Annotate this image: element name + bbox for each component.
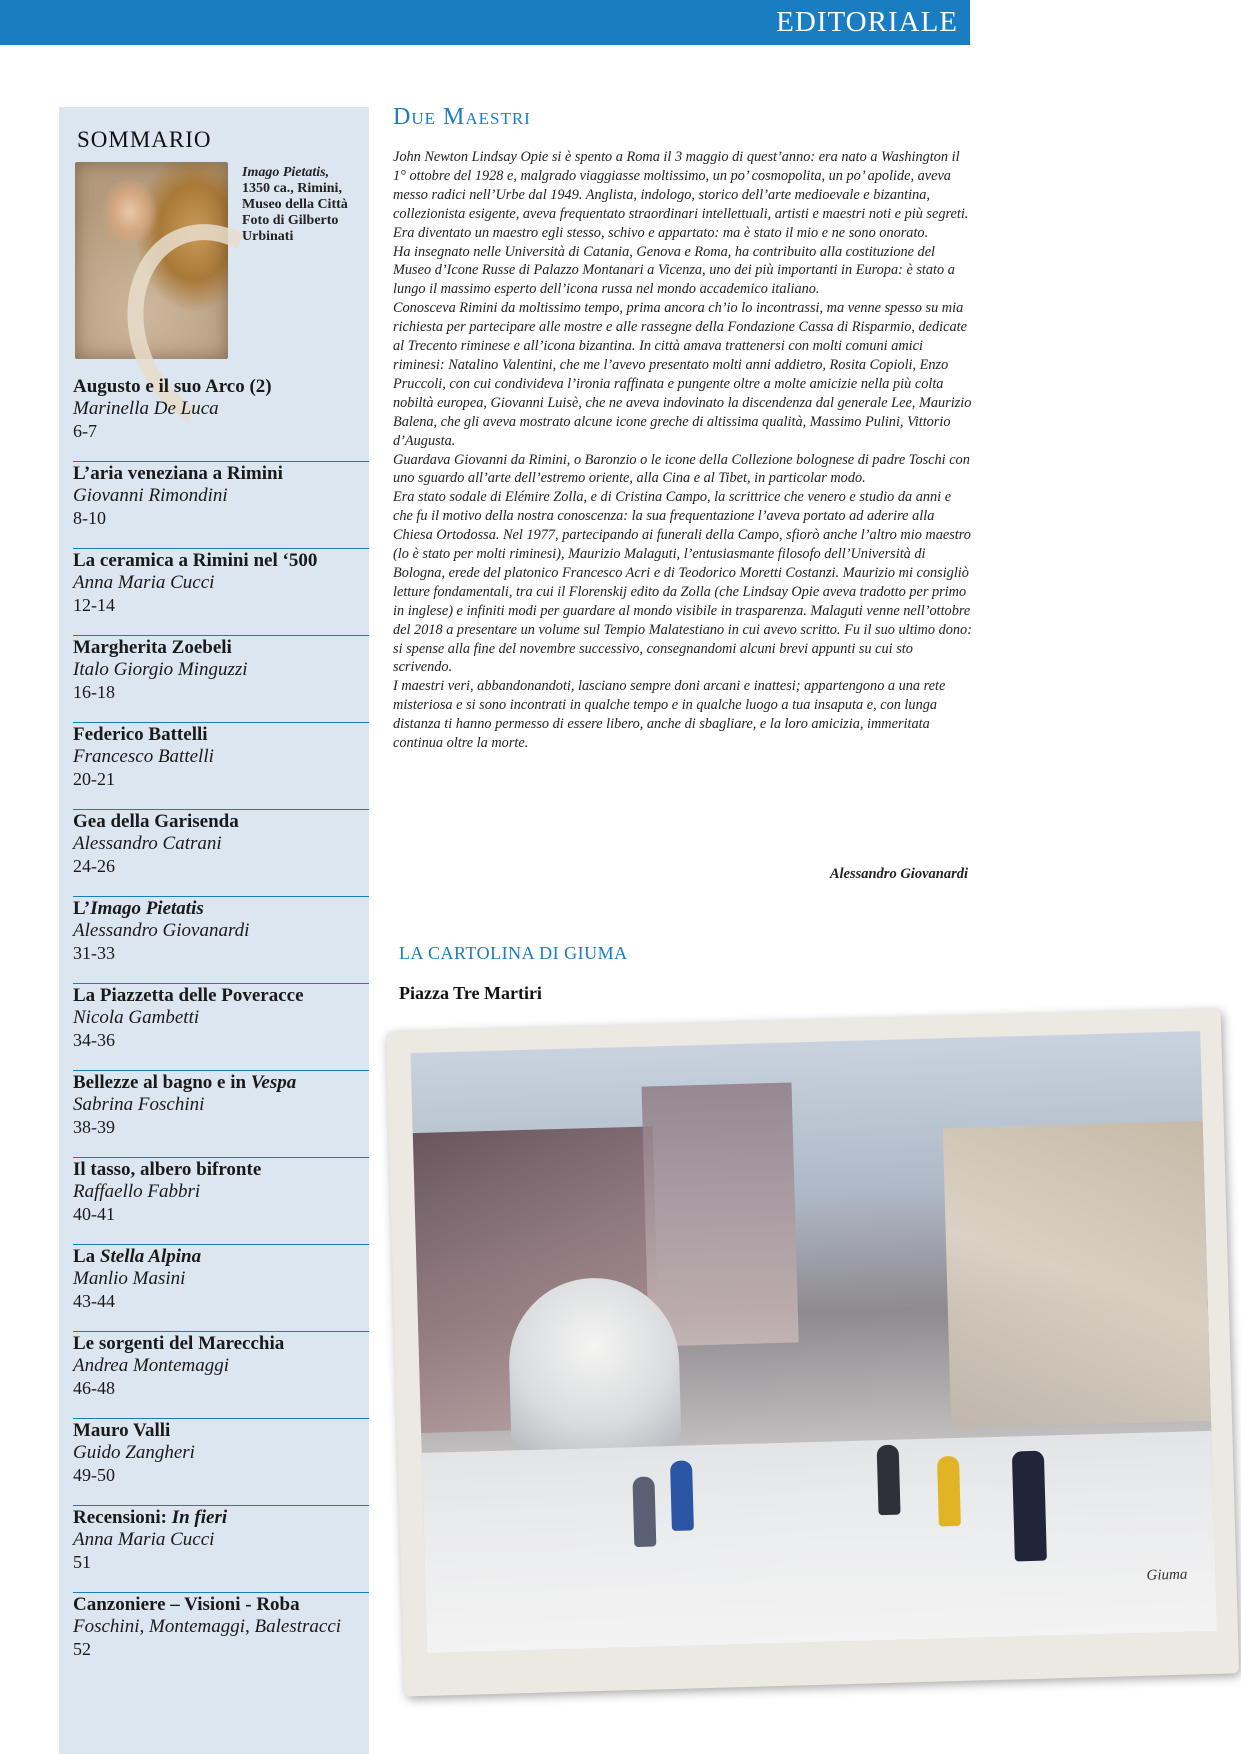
toc-entry[interactable]: [73, 1506, 369, 1593]
toc-title-italic: Vespa: [250, 1072, 297, 1093]
toc-entry[interactable]: [73, 1245, 369, 1332]
toc-author: Marinella De Luca: [73, 398, 219, 419]
toc-title-plain: Bellezze al bagno e in: [73, 1072, 251, 1093]
toc-author: Raffaello Fabbri: [73, 1181, 201, 1202]
toc-title-italic: Stella Alpina: [99, 1246, 202, 1267]
toc-entry[interactable]: [73, 375, 369, 462]
toc-entry[interactable]: [73, 984, 369, 1071]
toc-title: L’aria veneziana a Rimini: [73, 463, 283, 484]
toc-entry[interactable]: [73, 1593, 369, 1713]
toc-author: Francesco Battelli: [73, 746, 214, 767]
toc-title: [73, 1071, 369, 1094]
toc-pages: 6-7: [73, 421, 97, 441]
caption-line-1: Imago Pietatis,: [242, 165, 330, 180]
toc-title: [73, 1506, 369, 1529]
toc-author: Nicola Gambetti: [73, 1007, 200, 1028]
article-paragraph: I maestri veri, abbandonandoti, lasciano sempre doni arcani e inattesi; appartengono a una rete misteriosa e si sono incontrati in qualche tempo e in qualche luogo a tua insaputa e, con lunga distanza ti hanno permesso di essere libero, anche di sbagliare, e la loro amicizia, immeritata continua oltre la morte.: [393, 678, 946, 752]
toc-entry[interactable]: [73, 810, 369, 897]
toc-entry[interactable]: [73, 636, 369, 723]
toc-title: Gea della Garisenda: [73, 811, 239, 832]
toc-title: Augusto e il suo Arco (2): [73, 376, 272, 397]
toc-pages: 8-10: [73, 508, 106, 528]
toc-pages: 20-21: [73, 769, 115, 789]
table-of-contents: [73, 375, 369, 1713]
sommario-title: SOMMARIO: [77, 127, 212, 152]
toc-entry[interactable]: [73, 462, 369, 549]
toc-entry[interactable]: [73, 1158, 369, 1245]
article-paragraph: John Newton Lindsay Opie si è spento a Roma il 3 maggio di quest’anno: era nato a Washington il 1° ottobre del 1928 e, malgrado viaggiasse moltissimo, un po’ cosmopolita, un po’ apolide, aveva messo radici nell’Urbe dal 1949. Anglista, indologo, storico dell’arte medioevale e bizantina, collezionista esigente, aveva frequentato straordinari intellettuali, artisti e maestri noti e più segreti. Era diventato un maestro egli stesso, schivo e appartato: ma è stato il mio e ne sono onorato.: [393, 149, 969, 241]
postcard-image: [386, 1008, 1239, 1696]
toc-pages: 38-39: [73, 1117, 115, 1137]
article-body: [393, 148, 973, 753]
toc-author: Andrea Montemaggi: [73, 1355, 230, 1376]
toc-title-italic: Imago Pietatis: [90, 898, 204, 919]
toc-pages: 16-18: [73, 682, 115, 702]
toc-title: La Piazzetta delle Poveracce: [73, 985, 304, 1006]
toc-author: Anna Maria Cucci: [73, 572, 215, 593]
toc-title: Le sorgenti del Marecchia: [73, 1333, 285, 1354]
toc-pages: 49-50: [73, 1465, 115, 1485]
toc-pages: 52: [73, 1639, 91, 1659]
toc-title: Mauro Valli: [73, 1420, 171, 1441]
toc-entry[interactable]: [73, 1071, 369, 1158]
toc-author: Alessandro Catrani: [73, 833, 222, 854]
toc-entry[interactable]: [73, 897, 369, 984]
section-label: EDITORIALE: [776, 6, 958, 38]
article-paragraph: Era stato sodale di Elémire Zolla, e di Cristina Campo, la scrittrice che venero e studio da anni e che fu il motivo della nostra conoscenza: la sua frequentazione l’aveva portato ad aderire alla Chiesa Ortodossa. Nel 1977, partecipando ai funerali della Campo, sfiorò anche l’altro mio maestro (lo è stato per molti riminesi), Maurizio Malaguti, l’entusiasmante filosofo dell’Università di Bologna, erede del platonico Francesco Acri e di Teodorico Moretti Costanzi. Maurizio mi consigliò letture fondamentali, tra cui il Florenskij edito da Zolla (che Lindsay Opie aveva tradotto per primo in inglese) e infiniti modi per guardare al mondo visibile in trasparenza. Malaguti venne nell’ottobre del 2018 a presentare un volume sul Tempio Malatestiano in cui avevo scritto. Fu il suo ultimo dono: si spense alla fine del novembre successivo, consegnandomi alcuni brevi appunti su cui sto scrivendo.: [393, 489, 972, 676]
toc-title: Federico Battelli: [73, 724, 208, 745]
painting-signature: Giuma: [1146, 1566, 1188, 1584]
toc-author: Manlio Masini: [73, 1268, 186, 1289]
sommario-sidebar: [59, 107, 369, 1754]
toc-entry[interactable]: [73, 1419, 369, 1506]
toc-pages: 46-48: [73, 1378, 115, 1398]
toc-entry[interactable]: [73, 1332, 369, 1419]
toc-author: Alessandro Giovanardi: [73, 920, 250, 941]
toc-author: Italo Giorgio Minguzzi: [73, 659, 248, 680]
article-paragraph: Ha insegnato nelle Università di Catania, Genova e Roma, ha contribuito alla costituzione del Museo d’Icone Russe di Palazzo Montanari a Vicenza, uno dei più importanti in Europa: è stato a lungo il massimo esperto dell’icona russa nel mondo accademico italiano.: [393, 243, 955, 298]
angel-relief-photo: [75, 162, 228, 359]
toc-pages: 12-14: [73, 595, 115, 615]
toc-title-italic: In fieri: [171, 1507, 228, 1528]
toc-title: Margherita Zoebeli: [73, 637, 232, 658]
watercolor-piazza-painting: [410, 1031, 1216, 1653]
toc-author: Anna Maria Cucci: [73, 1529, 215, 1550]
toc-title: Il tasso, albero bifronte: [73, 1159, 262, 1180]
toc-title-plain: La: [73, 1246, 100, 1267]
toc-title: [73, 1245, 369, 1268]
article-title: Due Maestri: [393, 104, 531, 130]
toc-pages: 43-44: [73, 1291, 115, 1311]
toc-pages: 24-26: [73, 856, 115, 876]
cartolina-subtitle: Piazza Tre Martiri: [399, 983, 542, 1003]
toc-pages: 31-33: [73, 943, 115, 963]
toc-pages: 34-36: [73, 1030, 115, 1050]
photo-caption: [242, 165, 367, 245]
toc-author: Foschini, Montemaggi, Balestracci: [73, 1616, 342, 1637]
toc-author: Giovanni Rimondini: [73, 485, 228, 506]
toc-entry[interactable]: [73, 549, 369, 636]
section-banner: [0, 0, 970, 45]
toc-pages: 40-41: [73, 1204, 115, 1224]
toc-title-plain: L’: [73, 898, 91, 919]
toc-author: Sabrina Foschini: [73, 1094, 205, 1115]
article-paragraph: Conosceva Rimini da moltissimo tempo, prima ancora ch’io lo incontrassi, ma venne spesso su mia richiesta per partecipare alle mostre e alle rassegne della Fondazione Cassa di Risparmio, dedicate al Trecento riminese e all’icona bizantina. In città amava trattenersi con molti comuni amici riminesi: Natalino Valentini, che me l’avevo presentato molti anni addietro, Rosita Copioli, Enzo Pruccoli, con cui condivideva l’ironia raffinata e pungente oltre a molte amicizie nella più colta nobiltà europea, Giovanni Luisè, che ne aveva indovinato la discendenza dal generale Lee, Maurizio Balena, che gli aveva mostrato alcune icone greche di altissima qualità, Massimo Pulini, Vittorio d’Augusta.: [393, 300, 972, 449]
toc-title: [73, 897, 369, 920]
caption-line-2: 1350 ca., Rimini, Museo della Città: [242, 181, 348, 212]
toc-entry[interactable]: [73, 723, 369, 810]
article-signature: Alessandro Giovanardi: [829, 866, 968, 882]
toc-pages: 51: [73, 1552, 91, 1572]
caption-line-3: Foto di Gilberto Urbinati: [242, 213, 339, 244]
cartolina-title: LA CARTOLINA DI GIUMA: [399, 943, 628, 963]
toc-author: Guido Zangheri: [73, 1442, 195, 1463]
toc-title: La ceramica a Rimini nel ‘500: [73, 550, 318, 571]
article-paragraph: Guardava Giovanni da Rimini, o Baronzio o le icone della Collezione bolognese di padre Toschi con uno sguardo all’arte dell’estremo oriente, alla Cina e al Tibet, in particolar modo.: [393, 451, 970, 487]
toc-title: Canzoniere – Visioni - Roba: [73, 1594, 300, 1615]
toc-title-plain: Recensioni:: [73, 1507, 172, 1528]
